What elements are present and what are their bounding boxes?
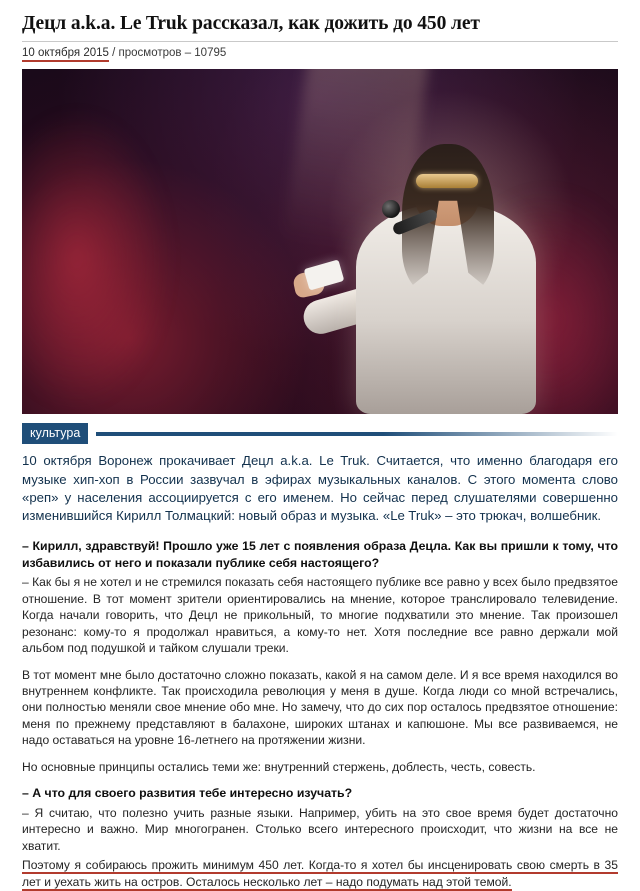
performer-body (356, 204, 536, 414)
meta-separator: / (112, 47, 116, 59)
category-rule (96, 432, 618, 436)
interview-answer-1-1: – Как бы я не хотел и не стремился показать себя настоящего публике все равно у всех было предвзятое отношение. В тот момент зрители ориентировались на мнение, которое транслировало телевидение. Когда начали говорить, что Децл не прикольный, то многие подхватили это мнение. Так произошел резонанс: кому-то я продолжал нравиться, а кому-то нет. Хотя последние все равно держали мой альбом под подушкой и тайком слушали треки. (22, 575, 618, 656)
stage-light-left (22, 109, 172, 409)
photo-background (22, 69, 618, 414)
article-photo (22, 69, 618, 414)
publish-date: 10 октября 2015 (22, 47, 109, 62)
category-bar (22, 423, 618, 445)
interview-answer-2-highlight (22, 857, 618, 890)
interview-answer-1-2: В тот момент мне было достаточно сложно показать, какой я на самом деле. И я все время находился во внутреннем конфликте. Так происходила революция у меня в душе. Когда люди со мной встречались, они полностью меняли свое мнение обо мне. Но замечу, что до сих пор осталось предвзятое отношение: меня по прежнему представляют в балахоне, широких штанах и капюшоне. Мы все развиваемся, не надо оставаться на уровне 16-летнего на протяжении жизни. (22, 667, 618, 748)
interview-question-1: – Кирилл, здравствуй! Прошло уже 15 лет с появления образа Децла. Как вы пришли к тому, что избавились от него и показали публике себя настоящего? (22, 539, 618, 570)
page-title: Децл a.k.a. Le Truk рассказал, как дожить до 450 лет (22, 13, 480, 34)
performer-figure (296, 114, 596, 414)
interview-answer-1-3: Но основные принципы остались теми же: внутренний стержень, доблесть, честь, совесть. (22, 759, 536, 774)
highlighted-quote: Поэтому я собираюсь прожить минимум 450 лет. Когда-то я хотел бы инсценировать свою смерть в 35 лет и уехать жить на остров. Осталось несколько лет – надо подумать над этой темой. (22, 858, 618, 889)
sunglasses-icon (416, 174, 478, 188)
interview-answer-2-1: – Я считаю, что полезно учить разные языки. Например, убить на это свое время будет достаточно интересно и важно. Мир многогранен. Столько всего интересного происходит, что жизни на все не хватит. (22, 805, 618, 853)
phone-icon (304, 259, 345, 290)
view-count: просмотров – 10795 (118, 47, 227, 59)
interview-question-2: – А что для своего развития тебе интересно изучать? (22, 786, 353, 801)
article-meta (22, 47, 618, 61)
article-lead: 10 октября Воронеж прокачивает Децл a.k.a. Le Truk. Считается, что именно благодаря его музыке хип-хоп в России зазвучал в эфирах музыкальных каналов. С этого момента слово «реп» у населения ассоциируется с его именем. Но сейчас перед слушателями совершенно изменившийся Кирилл Толмацкий: новый образ и музыка. «Le Truk» – это трюкач, волшебник. (22, 453, 618, 523)
category-tag[interactable]: культура (22, 423, 88, 445)
title-divider (22, 41, 618, 42)
microphone-head-icon (382, 200, 400, 218)
